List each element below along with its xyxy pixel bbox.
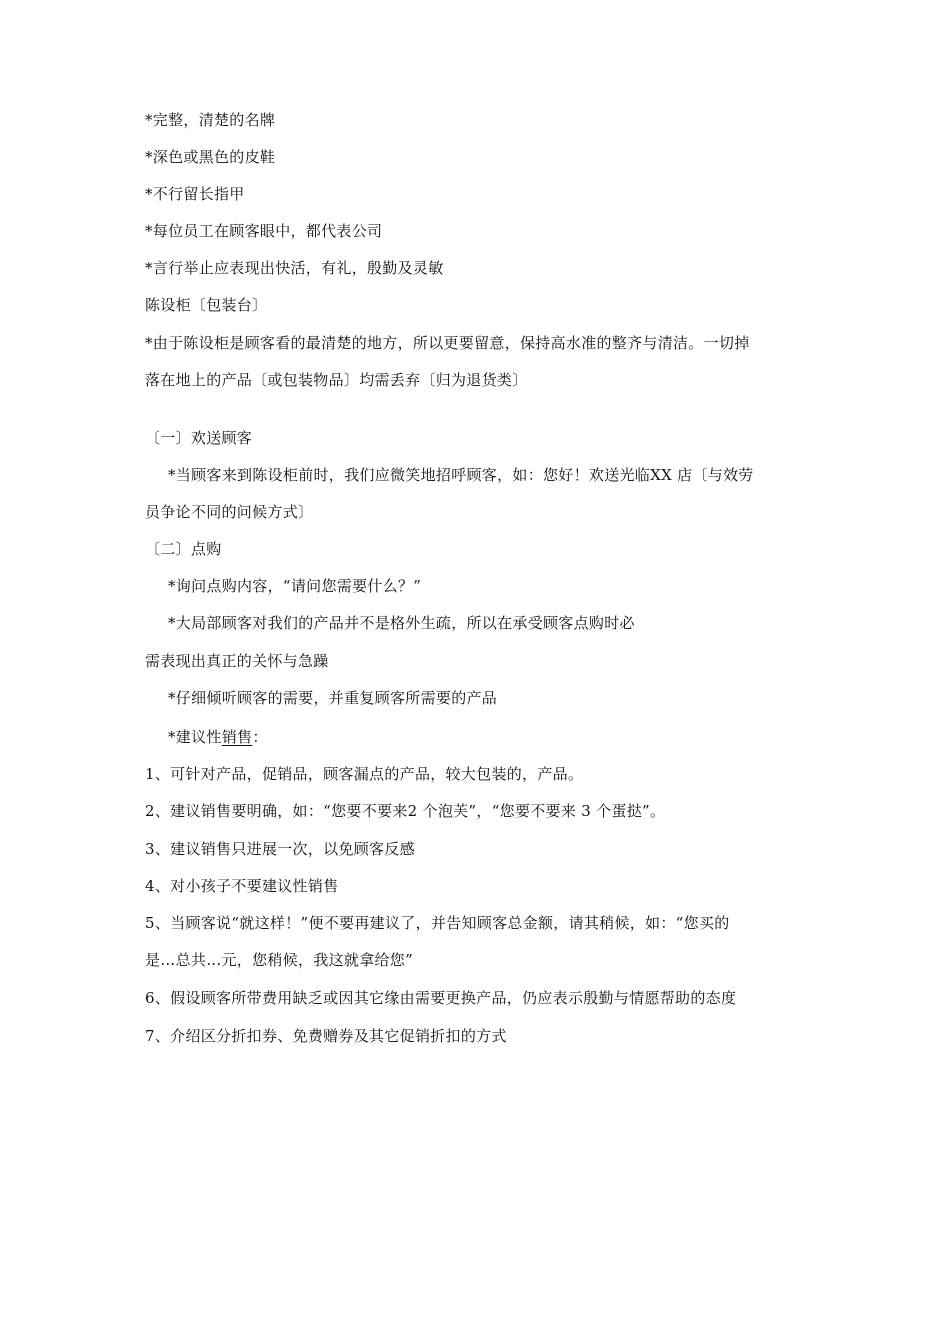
text-line: 是…总共…元，您稍候，我这就拿给您” (145, 951, 414, 969)
text-line: 员争论不同的问候方式〕 (145, 503, 314, 521)
list-item: 2、建议销售要明确，如：“您要不要来2 个泡芙”，“您要不要来 3 个蛋挞”。 (145, 802, 666, 820)
text-line: 需表现出真正的关怀与急躁 (145, 652, 329, 670)
text-line: *完整，清楚的名牌 (145, 111, 276, 129)
list-item: 5、当顾客说“就这样！”便不要再建议了，并告知顾客总金额，请其稍候，如：“您买的 (145, 914, 730, 932)
list-item: 3、建议销售只进展一次，以免顾客反感 (145, 840, 415, 858)
text-line: *深色或黑色的皮鞋 (145, 148, 276, 166)
text-line: *大局部顾客对我们的产品并不是格外生疏，所以在承受顾客点购时必 (168, 614, 635, 632)
text-line: *言行举止应表现出快活，有礼，殷勤及灵敏 (145, 259, 444, 277)
list-item: 6、假设顾客所带费用缺乏或因其它缘由需要更换产品，仍应表示殷勤与情愿帮助的态度 (145, 989, 737, 1007)
text-line: 落在地上的产品〔或包装物品〕均需丢弃〔归为退货类〕 (145, 371, 528, 389)
text-line: *每位员工在顾客眼中，都代表公司 (145, 222, 383, 240)
text-span: ： (252, 728, 268, 746)
text-span: *建议性 (168, 728, 222, 746)
text-line: *不行留长指甲 (145, 185, 245, 203)
text-line: *仔细倾听顾客的需要，并重复顾客所需要的产品 (168, 689, 498, 707)
text-line (168, 727, 268, 747)
list-item: 7、介绍区分折扣券、免费赠券及其它促销折扣的方式 (145, 1027, 507, 1045)
text-line: *由于陈设柜是顾客看的最清楚的地方，所以更要留意，保持高水准的整齐与清洁。一切掉 (145, 334, 750, 352)
list-item: 1、可针对产品，促销品，顾客漏点的产品，较大包装的，产品。 (145, 765, 584, 783)
text-line: *当顾客来到陈设柜前时，我们应微笑地招呼顾客，如：您好！欢送光临XX 店〔与效劳 (168, 466, 754, 484)
section-heading: 陈设柜〔包装台〕 (145, 296, 268, 314)
list-item: 4、对小孩子不要建议性销售 (145, 877, 339, 895)
subsection-heading: 〔二〕点购 (145, 540, 222, 558)
underlined-text: 销售 (221, 728, 253, 746)
text-line: *询问点购内容，“请问您需要什么？” (168, 577, 422, 595)
subsection-heading: 〔一〕欢送顾客 (145, 429, 253, 447)
